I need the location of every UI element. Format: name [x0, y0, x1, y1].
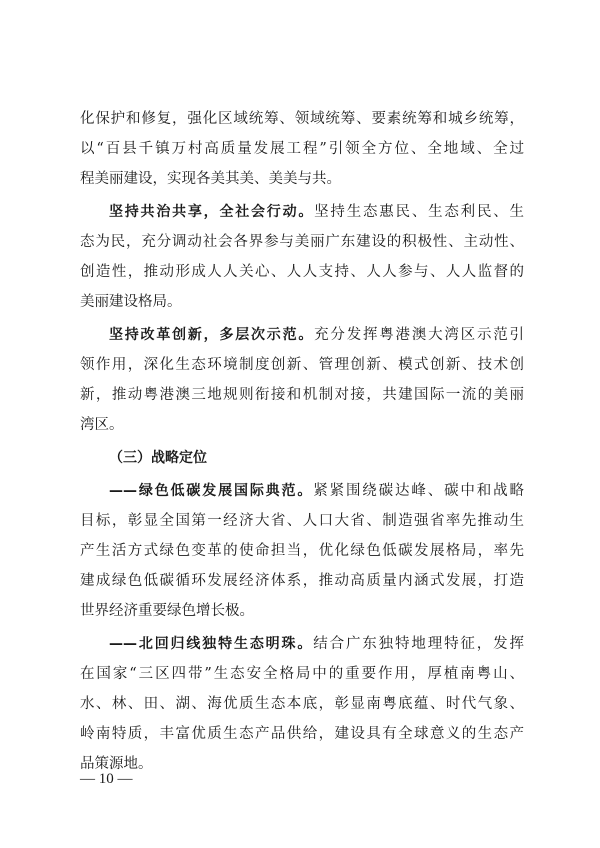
- paragraph-text: 坚持生态惠民、生态利民、生: [314, 204, 524, 220]
- paragraph-heading: ——北回归线独特生态明珠。: [109, 636, 314, 652]
- text-line: [80, 320, 524, 350]
- text-line: 程美丽建设，实现各美其美、美美与共。: [80, 171, 341, 187]
- text-line: 水、林、田、湖、海优质生态本底，彰显南粤底蕴、时代气象、: [80, 696, 524, 712]
- text-line: 新，推动粤港澳三地规则衔接和机制对接，共建国际一流的美丽: [80, 387, 524, 403]
- text-line: [80, 629, 524, 659]
- text-line: [80, 476, 524, 506]
- text-line: 世界经济重要绿色增长极。: [80, 603, 254, 619]
- paragraph-heading: ——绿色低碳发展国际典范。: [109, 483, 314, 499]
- paragraph-text: 结合广东独特地理特征，发挥: [313, 636, 524, 652]
- text-line: 态为民，充分调动社会各界参与美丽广东建设的积极性、主动性、: [80, 234, 524, 250]
- section-heading-text: （三）战略定位: [109, 450, 207, 466]
- text-line: [80, 197, 524, 227]
- paragraph-text: 紧紧围绕碳达峰、碳中和战略: [313, 483, 524, 499]
- paragraph-text: 充分发挥粤港澳大湾区示范引: [314, 327, 524, 343]
- text-line: 岭南特质，丰富优质生态产品供给，建设具有全球意义的生态产: [80, 726, 524, 742]
- text-line: 目标，彰显全国第一经济大省、人口大省、制造强省率先推动生: [80, 513, 524, 529]
- text-line: 创造性，推动形成人人关心、人人支持、人人参与、人人监督的: [80, 264, 524, 280]
- text-line: 建成绿色低碳循环发展经济体系，推动高质量内涵式发展，打造: [80, 573, 524, 589]
- section-heading: [80, 443, 524, 473]
- paragraph-heading: 坚持共治共享，全社会行动。: [109, 204, 315, 220]
- text-line: 湾区。: [80, 417, 124, 433]
- paragraph-heading: 坚持改革创新，多层次示范。: [109, 327, 315, 343]
- text-line: 化保护和修复，强化区域统筹、领域统筹、要素统筹和城乡统筹，: [80, 111, 524, 127]
- text-line: 以“百县千镇万村高质量发展工程”引领全方位、全地域、全过: [80, 141, 524, 157]
- text-line: 美丽建设格局。: [80, 294, 182, 310]
- text-line: 在国家“三区四带”生态安全格局中的重要作用，厚植南粤山、: [80, 666, 524, 682]
- text-line: 领作用，深化生态环境制度创新、管理创新、模式创新、技术创: [80, 357, 524, 373]
- text-line: 品策源地。: [80, 756, 153, 772]
- page-number: — 10 —: [80, 771, 133, 787]
- text-line: 产生活方式绿色变革的使命担当，优化绿色低碳发展格局，率先: [80, 543, 524, 559]
